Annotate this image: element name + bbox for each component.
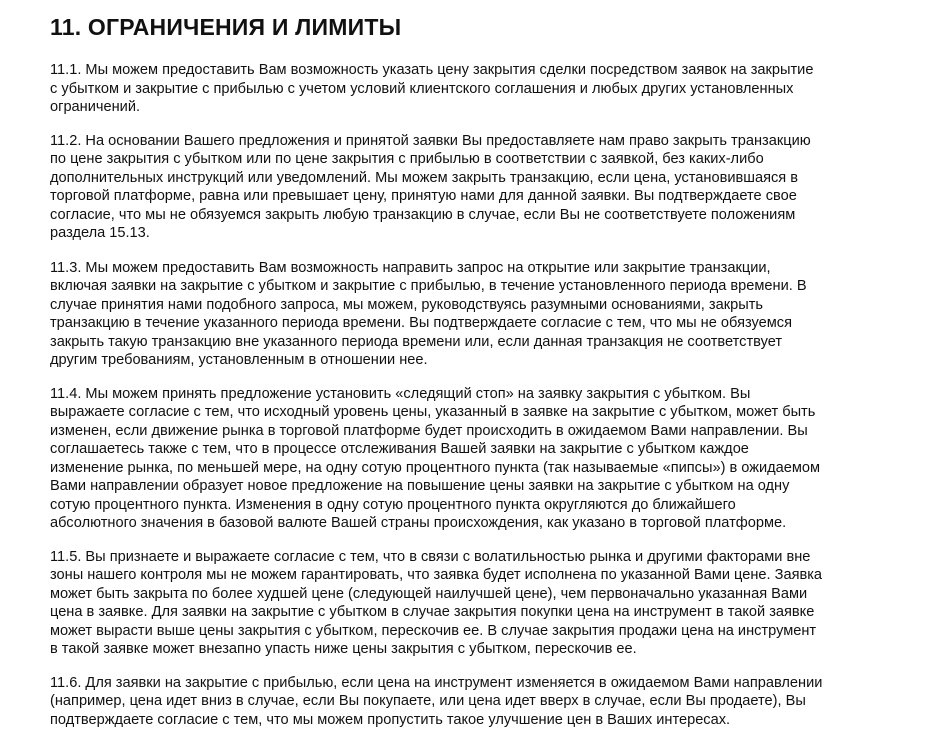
paragraph-11-6: 11.6. Для заявки на закрытие с прибылью, если цена на инструмент изменяется в ожидаемом Вами направлении (например, цена идет вниз в случае, если Вы покупаете, или цена идет вверх в случае, если Вы продаете), Вы подтверждаете согласие с тем, что мы можем пропустить такое улучшение цен в Ваших интересах.: [50, 674, 823, 728]
paragraph-11-4: 11.4. Мы можем принять предложение установить «следящий стоп» на заявку закрытия с убытком. Вы выражаете согласие с тем, что исходный уровень цены, указанный в заявке на закрытие с убытком, может быть изменен, если движение рынка в торговой платформе будет происходить в ожидаемом Вами направлении. Вы соглашаетесь также с тем, что в процессе отслеживания Вашей заявки на закрытие с убытком каждое изменение рынка, по меньшей мере, на одну сотую процентного пункта (так называемые «пипсы») в ожидаемом Вами направлении образует новое предложение на повышение цены заявки на закрытие с убытком на одну сотую процентного пункта. Изменения в одну сотую процентного пункта округляются до ближайшего абсолютного значения в базовой валюте Вашей страны происхождения, как указано в торговой платформе.: [50, 385, 821, 531]
paragraph-11-2: 11.2. На основании Вашего предложения и принятой заявки Вы предоставляете нам право закрыть транзакцию по цене закрытия с убытком или по цене закрытия с прибылью в соответствии с заявкой, без каких-либо дополнительных инструкций или уведомлений. Мы можем закрыть транзакцию, если цена, установившаяся в торговой платформе, равна или превышает цену, принятую нами для данной заявки. Вы подтверждаете свое согласие, что мы не обязуемся закрыть любую транзакцию в случае, если Вы не соответствуете положениям раздела 15.13.: [50, 132, 811, 241]
document-page: [50, 0, 880, 729]
paragraph-11-5: 11.5. Вы признаете и выражаете согласие с тем, что в связи с волатильностью рынка и другими факторами вне зоны нашего контроля мы не можем гарантировать, что заявка будет исполнена по указанной Вами цене. Заявка может быть закрыта по более худшей цене (следующей наилучшей цене), чем первоначально указанная Вами цена в заявке. Для заявки на закрытие с убытком в случае закрытия покупки цена на инструмент в такой заявке может вырасти выше цены закрытия с убытком, перескочив ее. В случае закрытия продажи цена на инструмент в такой заявке может внезапно упасть ниже цены закрытия с убытком, перескочив ее.: [50, 548, 823, 657]
paragraph-11-3: 11.3. Мы можем предоставить Вам возможность направить запрос на открытие или закрытие транзакции, включая заявки на закрытие с убытком и закрытие с прибылью, в течение установленного периода времени. В случае принятия нами подобного запроса, мы можем, руководствуясь разумными основаниями, закрыть транзакцию в течение указанного периода времени. Вы подтверждаете согласие с тем, что мы не обязуемся закрыть такую транзакцию вне указанного периода времени или, если данная транзакция не соответствует другим требованиям, установленным в отношении нее.: [50, 259, 807, 368]
paragraph-11-1: 11.1. Мы можем предоставить Вам возможность указать цену закрытия сделки посредством заявок на закрытие с убытком и закрытие с прибылью с учетом условий клиентского соглашения и любых других установленных ограничений.: [50, 62, 814, 115]
section-heading: 11. ОГРАНИЧЕНИЯ И ЛИМИТЫ: [50, 14, 402, 40]
